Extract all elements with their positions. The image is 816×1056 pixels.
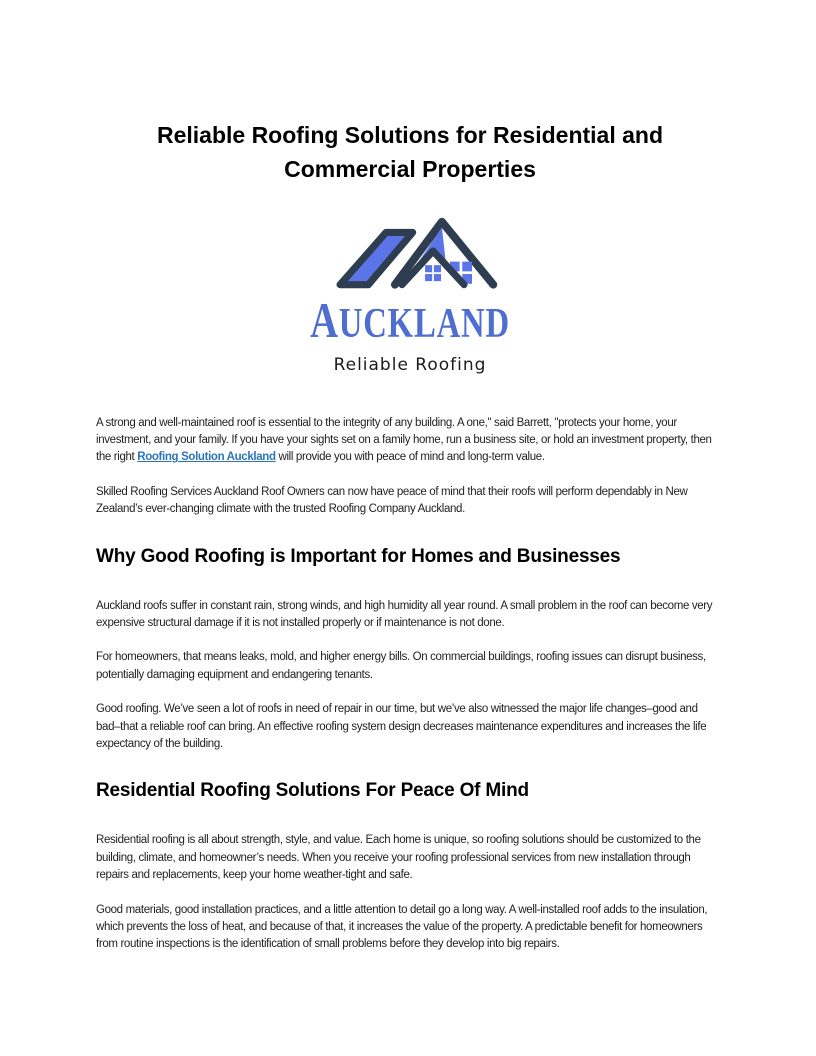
- intro-paragraph-1-text-after: will provide you with peace of mind and long-term value.: [275, 451, 545, 464]
- intro-paragraph-2: Skilled Roofing Services Auckland Roof Owners can now have peace of mind that their roofs will perform dependably in New Zealand’s ever-changing climate with the trusted Roofing Company Auckland.: [96, 485, 688, 516]
- section1-heading: Why Good Roofing is Important for Homes and Businesses: [96, 545, 621, 567]
- brand-name: [165, 294, 655, 349]
- brand-initial-letter: A: [310, 293, 339, 348]
- document-body: [96, 415, 724, 954]
- section1-paragraph-2: For homeowners, that means leaks, mold, and higher energy bills. On commercial buildings, roofing issues can disrupt business, potentially damaging equipment and endangering tenants.: [96, 651, 706, 681]
- brand-rest-letters: UCKLAND: [338, 301, 510, 347]
- company-logo: [96, 210, 724, 375]
- section1-paragraph-1: Auckland roofs suffer in constant rain, strong winds, and high humidity all year round. A small problem in the roof can become very expensive structural damage if it is not installed properly or if maintenance is not done.: [96, 599, 713, 629]
- section2-paragraph-1: Residential roofing is all about strength, style, and value. Each home is unique, so roofing solutions should be customized to the building, climate, and homeowner’s needs. When you receive your roofing professional services from new installation through repairs and replacements, keep your home weather-tight and safe.: [96, 834, 701, 882]
- roof-houses-icon: [317, 210, 503, 292]
- page-title: Reliable Roofing Solutions for Residential and Commercial Properties: [156, 122, 664, 182]
- section2-heading: Residential Roofing Solutions For Peace Of Mind: [96, 780, 529, 802]
- brand-tagline: Reliable Roofing: [333, 354, 487, 375]
- section1-paragraph-3: Good roofing. We’ve seen a lot of roofs in need of repair in our time, but we’ve also witnessed the major life changes–good and bad–that a reliable roof can bring. An effective roofing system design decreases maintenance expenditures and increases the life expectancy of the building.: [96, 703, 707, 750]
- section2-paragraph-2: Good materials, good installation practices, and a little attention to detail go a long way. A well-installed roof adds to the insulation, which prevents the loss of heat, and because of that, it increases the value of the property. A predictable benefit for homeowners from routine inspections is the identification of small problems before they develop into big repairs.: [96, 903, 708, 951]
- roofing-solution-auckland-link[interactable]: Roofing Solution Auckland: [137, 451, 276, 464]
- intro-paragraph-1-text-before: A strong and well-maintained roof is essential to the integrity of any building. A one," said Barrett, "protects your home, your investment, and your family. If you have your sights set on a family home, run a business site, or hold an investment property, then the right: [96, 416, 712, 464]
- intro-paragraph-1: [96, 415, 724, 467]
